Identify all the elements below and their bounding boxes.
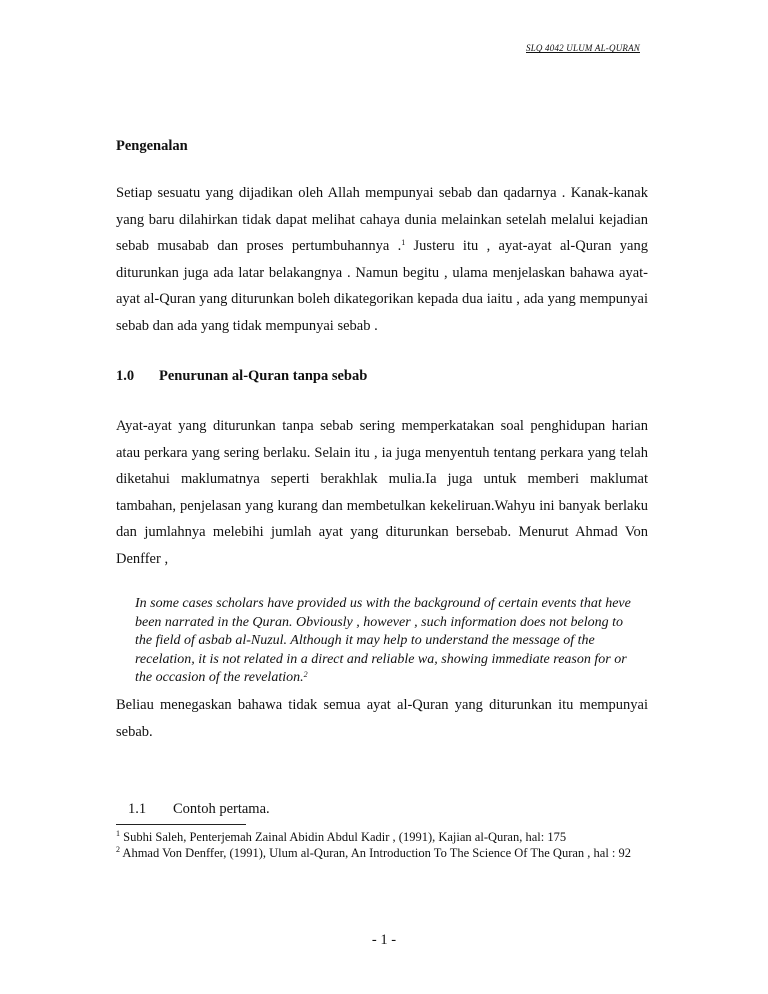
- intro-text-b: Justeru itu , ayat-ayat al-Quran yang diturunkan juga ada latar belakangnya . Namun begitu , ulama menjelaskan bahawa ayat-ayat al-Quran yang diturunkan boleh dikategorikan kepada dua iaitu , ada yang mempunyai sebab dan ada yang tidak mempunyai sebab .: [116, 238, 648, 334]
- section-title: Penurunan al-Quran tanpa sebab: [159, 368, 368, 384]
- section-number: 1.0: [116, 368, 135, 384]
- intro-text-a: Setiap sesuatu yang dijadikan oleh Allah mempunyai sebab dan qadarnya . Kanak-kanak yang baru dilahirkan tidak dapat melihat cahaya dunia melainkan setelah melalui kejadian sebab musabab dan proses pertumbuhannya .: [116, 185, 648, 255]
- footnote-1: [116, 829, 566, 845]
- heading-pengenalan: Pengenalan: [116, 138, 188, 154]
- subsection-title: Contoh pertama.: [173, 801, 270, 817]
- quote-text: In some cases scholars have provided us with the background of certain events that heve been narrated in the Quran. Obviously , however , such information does not belong to the field of asbab al-Nuzul. Although it may help to understand the message of the recelation, it is not related in a direct and reliable wa, showing immediate reason for or the occasion of the revelation.: [135, 596, 631, 686]
- intro-paragraph: [116, 180, 648, 340]
- footnote-1-text: Subhi Saleh, Penterjemah Zainal Abidin Abdul Kadir , (1991), Kajian al-Quran, hal: 175: [120, 830, 567, 844]
- footnote-2-text: Ahmad Von Denffer, (1991), Ulum al-Quran, An Introduction To The Science Of The Quran , hal : 92: [120, 846, 632, 860]
- conclusion-paragraph: Beliau menegaskan bahawa tidak semua ayat al-Quran yang diturunkan itu mempunyai sebab.: [116, 697, 648, 740]
- footnote-separator: [116, 824, 246, 825]
- footnote-2: [116, 845, 631, 861]
- page-number: - 1 -: [371, 932, 397, 948]
- subsection-number: 1.1: [128, 801, 147, 817]
- footnote-2-mark: 2: [116, 845, 120, 854]
- block-quote: [135, 595, 640, 688]
- footnote-ref-2[interactable]: 2: [303, 670, 308, 680]
- footnote-ref-1[interactable]: 1: [401, 238, 406, 248]
- section-paragraph: Ayat-ayat yang diturunkan tanpa sebab sering memperkatakan soal penghidupan harian atau perkara yang sering berlaku. Selain itu , ia juga menyentuh tentang perkara yang telah diketahui maklumatnya seperti berakhlak mulia.Ia juga untuk memberi maklumat tambahan, penjelasan yang kurang dan membetulkan kekeliruan.Wahyu ini banyak berlaku dan jumlahnya melebihi jumlah ayat yang diturunkan bersebab. Menurut Ahmad Von Denffer ,: [116, 418, 648, 567]
- footnote-1-mark: 1: [116, 829, 120, 838]
- running-header: SLQ 4042 ULUM AL-QURAN: [526, 43, 640, 53]
